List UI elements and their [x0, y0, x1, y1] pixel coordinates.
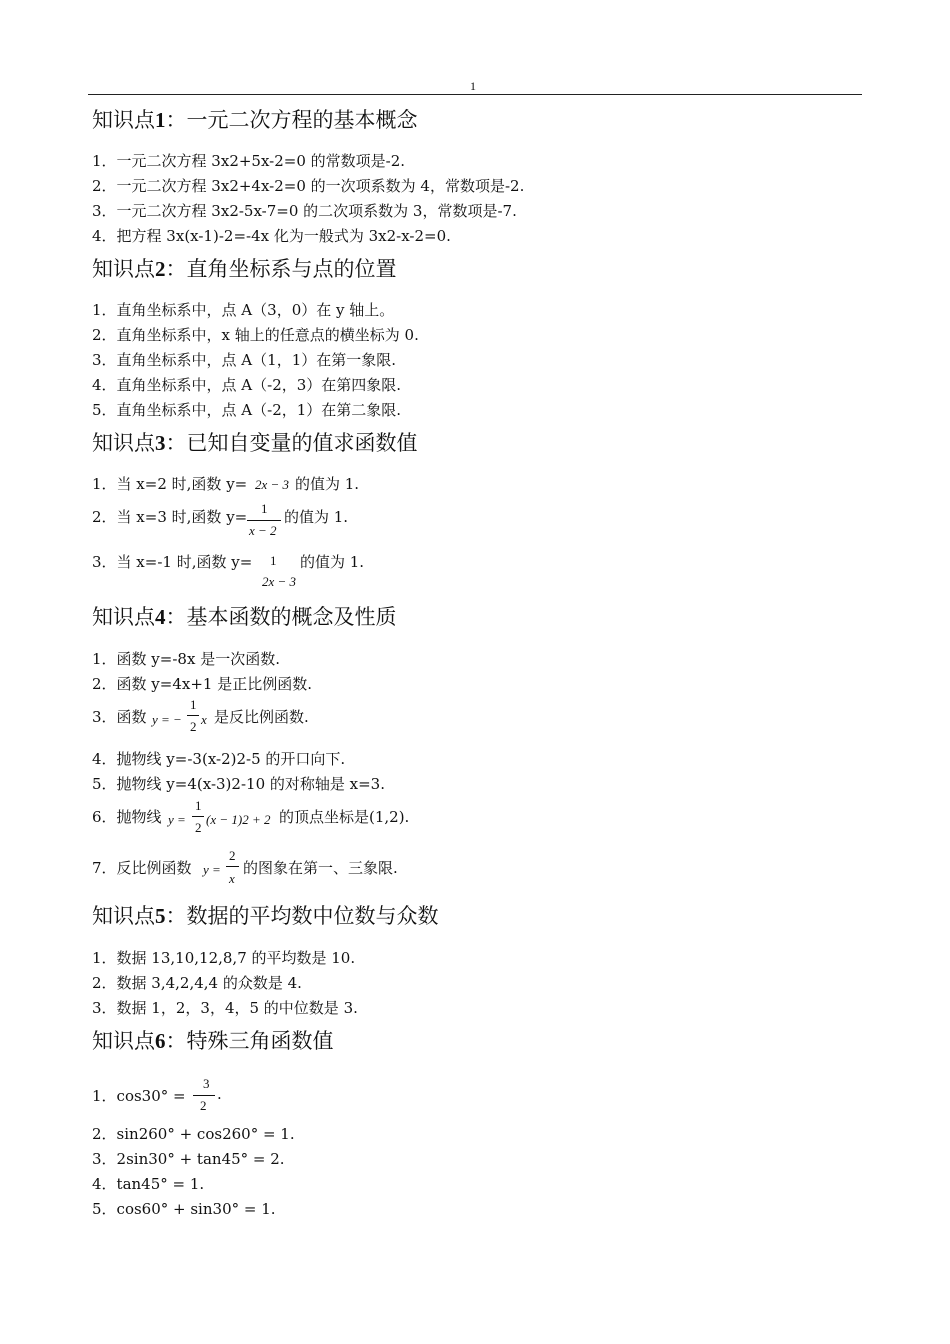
formula-expression: 2x − 3 [255, 477, 290, 492]
section-number: 4 [155, 605, 166, 629]
formula-denominator: x − 2 [249, 523, 277, 538]
list-item-text: 7．反比例函数 [92, 859, 192, 877]
section-label: 知识点 [92, 904, 155, 928]
section-heading [92, 104, 418, 134]
header-rule [88, 94, 862, 95]
list-item: 4．tan45° = 1. [92, 1175, 205, 1193]
formula-denominator: 2x − 3 [262, 574, 297, 589]
formula-numerator: 1 [270, 553, 277, 568]
section-heading [92, 253, 397, 283]
formula-numerator: 1 [195, 798, 202, 813]
section-heading [92, 900, 439, 930]
section-title: ：特殊三角函数值 [165, 1029, 334, 1053]
section-label: 知识点 [92, 1029, 155, 1053]
list-item-text: 2．当 x=3 时,函数 y= [92, 508, 248, 526]
list-item-text: 的值为 1. [300, 553, 365, 571]
formula-numerator: 3 [203, 1076, 210, 1091]
section-label: 知识点 [92, 605, 155, 629]
section-number: 5 [155, 904, 166, 928]
list-item: 5．cos60° + sin30° = 1. [92, 1200, 276, 1218]
list-item-text: 1．cos30° = [92, 1087, 186, 1105]
formula-denominator: 2 [190, 719, 197, 734]
list-item-text: 的顶点坐标是(1,2). [279, 808, 410, 826]
list-item: 2．数据 3,4,2,4,4 的众数是 4. [92, 974, 302, 992]
list-item-text: 6．抛物线 [92, 808, 162, 826]
list-item: 1．函数 y=-8x 是一次函数. [92, 650, 280, 668]
formula-numerator: 2 [229, 848, 236, 863]
section-label: 知识点 [92, 431, 155, 455]
list-item-text: 3．当 x=-1 时,函数 y= [92, 553, 253, 571]
section-number: 3 [155, 431, 166, 455]
section-title: ：已知自变量的值求函数值 [165, 431, 418, 455]
section-heading [92, 427, 418, 457]
list-item: 2．直角坐标系中，x 轴上的任意点的横坐标为 0. [92, 326, 419, 344]
section-number: 6 [155, 1029, 166, 1053]
formula-numerator: 1 [190, 697, 197, 712]
list-item-text: 的值为 1. [295, 475, 360, 493]
section-title: ：基本函数的概念及性质 [165, 605, 397, 629]
list-item: 2．sin260° + cos260° = 1. [92, 1125, 295, 1143]
list-item: 3．一元二次方程 3x2-5x-7=0 的二次项系数为 3，常数项是-7. [92, 202, 517, 220]
fraction-bar [187, 715, 199, 716]
list-item: 4．把方程 3x(x-1)-2=-4x 化为一般式为 3x2-x-2=0. [92, 227, 451, 245]
list-item: 2．函数 y=4x+1 是正比例函数. [92, 675, 313, 693]
fraction-bar [193, 1095, 215, 1096]
section-label: 知识点 [92, 257, 155, 281]
list-item-text: 的值为 1. [284, 508, 349, 526]
formula-variable: x [201, 712, 207, 727]
list-item-text: 是反比例函数. [214, 708, 309, 726]
page-number: 1 [470, 79, 476, 93]
fraction-bar [247, 520, 281, 521]
section-title: ：数据的平均数中位数与众数 [165, 904, 439, 928]
list-item: 3．数据 1，2，3，4，5 的中位数是 3. [92, 999, 358, 1017]
formula-lhs: y = − [152, 712, 182, 727]
list-item: 1．直角坐标系中，点 A（3，0）在 y 轴上。 [92, 301, 395, 319]
section-label: 知识点 [92, 108, 155, 132]
section-number: 1 [155, 108, 166, 132]
section-heading [92, 1025, 334, 1055]
section-title: ：直角坐标系与点的位置 [165, 257, 397, 281]
list-item-text: 1．当 x=2 时,函数 y= [92, 475, 248, 493]
list-item: 3．直角坐标系中，点 A（1，1）在第一象限. [92, 351, 397, 369]
list-item: 4．抛物线 y=-3(x-2)2-5 的开口向下. [92, 750, 346, 768]
section-number: 2 [155, 257, 166, 281]
formula-denominator: 2 [200, 1098, 207, 1113]
list-item: 2．一元二次方程 3x2+4x-2=0 的一次项系数为 4，常数项是-2. [92, 177, 525, 195]
list-item: 4．直角坐标系中，点 A（-2，3）在第四象限. [92, 376, 402, 394]
list-item: 1．数据 13,10,12,8,7 的平均数是 10. [92, 949, 356, 967]
section-title: ：一元二次方程的基本概念 [165, 108, 418, 132]
section-heading [92, 601, 397, 631]
formula-lhs: y = [168, 812, 186, 827]
list-item: 1．一元二次方程 3x2+5x-2=0 的常数项是-2. [92, 152, 406, 170]
fraction-bar [226, 866, 239, 867]
list-item-text: . [217, 1085, 222, 1103]
list-item-text: 3．函数 [92, 708, 147, 726]
formula-denominator: x [229, 871, 235, 886]
list-item: 5．直角坐标系中，点 A（-2，1）在第二象限. [92, 401, 402, 419]
fraction-bar [192, 816, 204, 817]
list-item-text: 的图象在第一、三象限. [243, 859, 398, 877]
formula-lhs: y = [203, 862, 221, 877]
formula-denominator: 2 [195, 820, 202, 835]
list-item: 3．2sin30° + tan45° = 2. [92, 1150, 285, 1168]
list-item: 5．抛物线 y=4(x-3)2-10 的对称轴是 x=3. [92, 775, 385, 793]
formula-rest: (x − 1)2 + 2 [206, 812, 271, 827]
formula-numerator: 1 [261, 501, 268, 516]
